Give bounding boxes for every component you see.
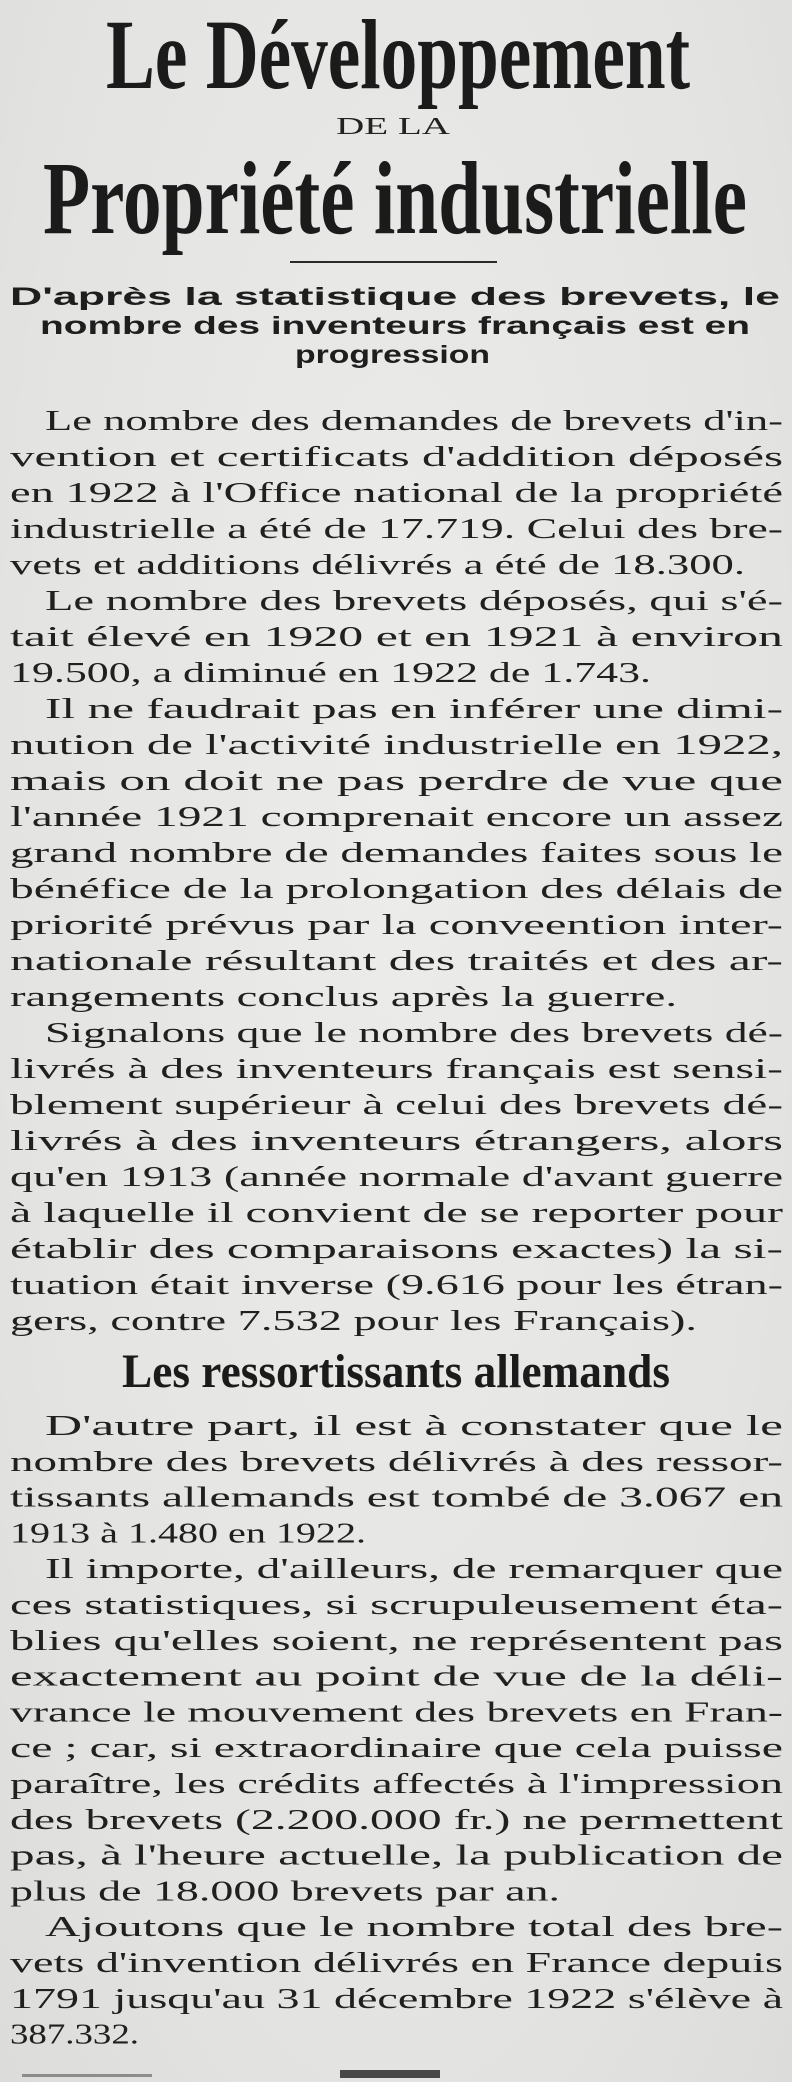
paragraph-line: vets et additions délivrés a été de 18.300. <box>10 549 745 581</box>
article-body-section-1 <box>10 405 784 1337</box>
headline-line-2: Propriété industrielle <box>43 141 747 256</box>
paragraph-line: plus de 18.000 brevets par an. <box>10 1875 560 1908</box>
paragraph-line: priorité prévus par la conveention inter- <box>10 909 783 941</box>
paragraph-line: exactement au point de vue de la déli- <box>10 1660 783 1693</box>
paragraph-line: rangements conclus après la guerre. <box>10 981 677 1013</box>
paragraph-first-line: Il ne faudrait pas en inférer une dimi- <box>45 693 783 725</box>
paragraph-first-line: Ajoutons que le nombre total des bre- <box>45 1911 783 1944</box>
paragraph-line: paraître, les crédits affectés à l'impression <box>10 1768 784 1800</box>
paragraph-line: mais on doit ne pas perdre de vue que <box>10 765 783 797</box>
paragraph-line: grand nombre de demandes faites sous le <box>10 837 783 869</box>
paragraph-line: ces statistiques, si scrupuleusement éta- <box>10 1589 783 1621</box>
subheadline-line: progression <box>295 341 490 369</box>
paragraph-line: tissants allemands est tombé de 3.067 en <box>10 1481 784 1514</box>
paragraph-line: livrés à des inventeurs étrangers, alors <box>10 1125 783 1157</box>
paragraph-line: gers, contre 7.532 pour les Français). <box>10 1305 697 1337</box>
paragraph-line: des brevets (2.200.000 fr.) ne permettent <box>10 1803 783 1836</box>
paragraph-line: qu'en 1913 (année normale d'avant guerre <box>10 1161 783 1193</box>
section-heading: Les ressortissants allemands <box>122 1345 670 1398</box>
paragraph-line: nombre des brevets délivrés à des ressor- <box>10 1445 783 1478</box>
paragraph-line: tuation était inverse (9.616 pour les étran- <box>10 1269 783 1301</box>
paragraph-line: à laquelle il convient de se reporter pour <box>10 1197 784 1229</box>
paragraph-first-line: Signalons que le nombre des brevets dé- <box>45 1017 783 1049</box>
paragraph-line: vrance le mouvement des brevets en Fran- <box>10 1696 783 1729</box>
paragraph-first-line: Il importe, d'ailleurs, de remarquer que <box>45 1553 783 1586</box>
paragraph-line: blement supérieur à celui des brevets dé- <box>10 1089 783 1121</box>
paragraph-line: 1791 jusqu'au 31 décembre 1922 s'élève à <box>10 1982 784 2015</box>
paragraph-line: nution de l'activité industrielle en 1922, <box>10 729 783 761</box>
paragraph-line: livrés à des inventeurs français est sensi- <box>10 1053 783 1085</box>
paragraph-line: nationale résultant des traités et des ar- <box>10 945 783 977</box>
paragraph-line: ce ; car, si extraordinaire que cela puisse <box>10 1732 783 1765</box>
headline-line-1: Le Développement <box>106 0 690 110</box>
paragraph-line: bénéfice de la prolongation des délais de <box>10 873 783 905</box>
paragraph-line: blies qu'elles soient, ne représentent pas <box>10 1624 783 1657</box>
headline-connector: DE LA <box>336 114 452 140</box>
paragraph-line: établir des comparaisons exactes) la si- <box>10 1233 783 1265</box>
paragraph-first-line: Le nombre des brevets déposés, qui s'é- <box>45 585 783 617</box>
paragraph-line: 1913 à 1.480 en 1922. <box>10 1517 366 1550</box>
subheadline-line: D'après la statistique des brevets, le <box>10 283 781 311</box>
paragraph-line: pas, à l'heure actuelle, la publication de <box>10 1839 783 1872</box>
paragraph-line: vention et certificats d'addition déposés <box>10 441 783 473</box>
paragraph-line: en 1922 à l'Office national de la propriété <box>10 477 783 509</box>
next-article-fragment <box>22 2070 440 2078</box>
paragraph-line: l'année 1921 comprenait encore un assez <box>10 801 784 833</box>
paragraph-line: industrielle a été de 17.719. Celui des bre- <box>10 513 783 545</box>
paragraph-first-line: D'autre part, il est à constater que le <box>45 1410 783 1442</box>
paragraph-line: 19.500, a diminué en 1922 de 1.743. <box>10 657 651 689</box>
subheadline-line: nombre des inventeurs français est en <box>40 312 750 340</box>
paragraph-line: vets d'invention délivrés en France depuis <box>10 1947 783 1979</box>
article-body-section-2 <box>10 1410 784 2051</box>
paragraph-line: tait élevé en 1920 et en 1921 à environ <box>10 621 784 653</box>
paragraph-line: 387.332. <box>10 2018 139 2051</box>
paragraph-first-line: Le nombre des demandes de brevets d'in- <box>45 405 783 437</box>
